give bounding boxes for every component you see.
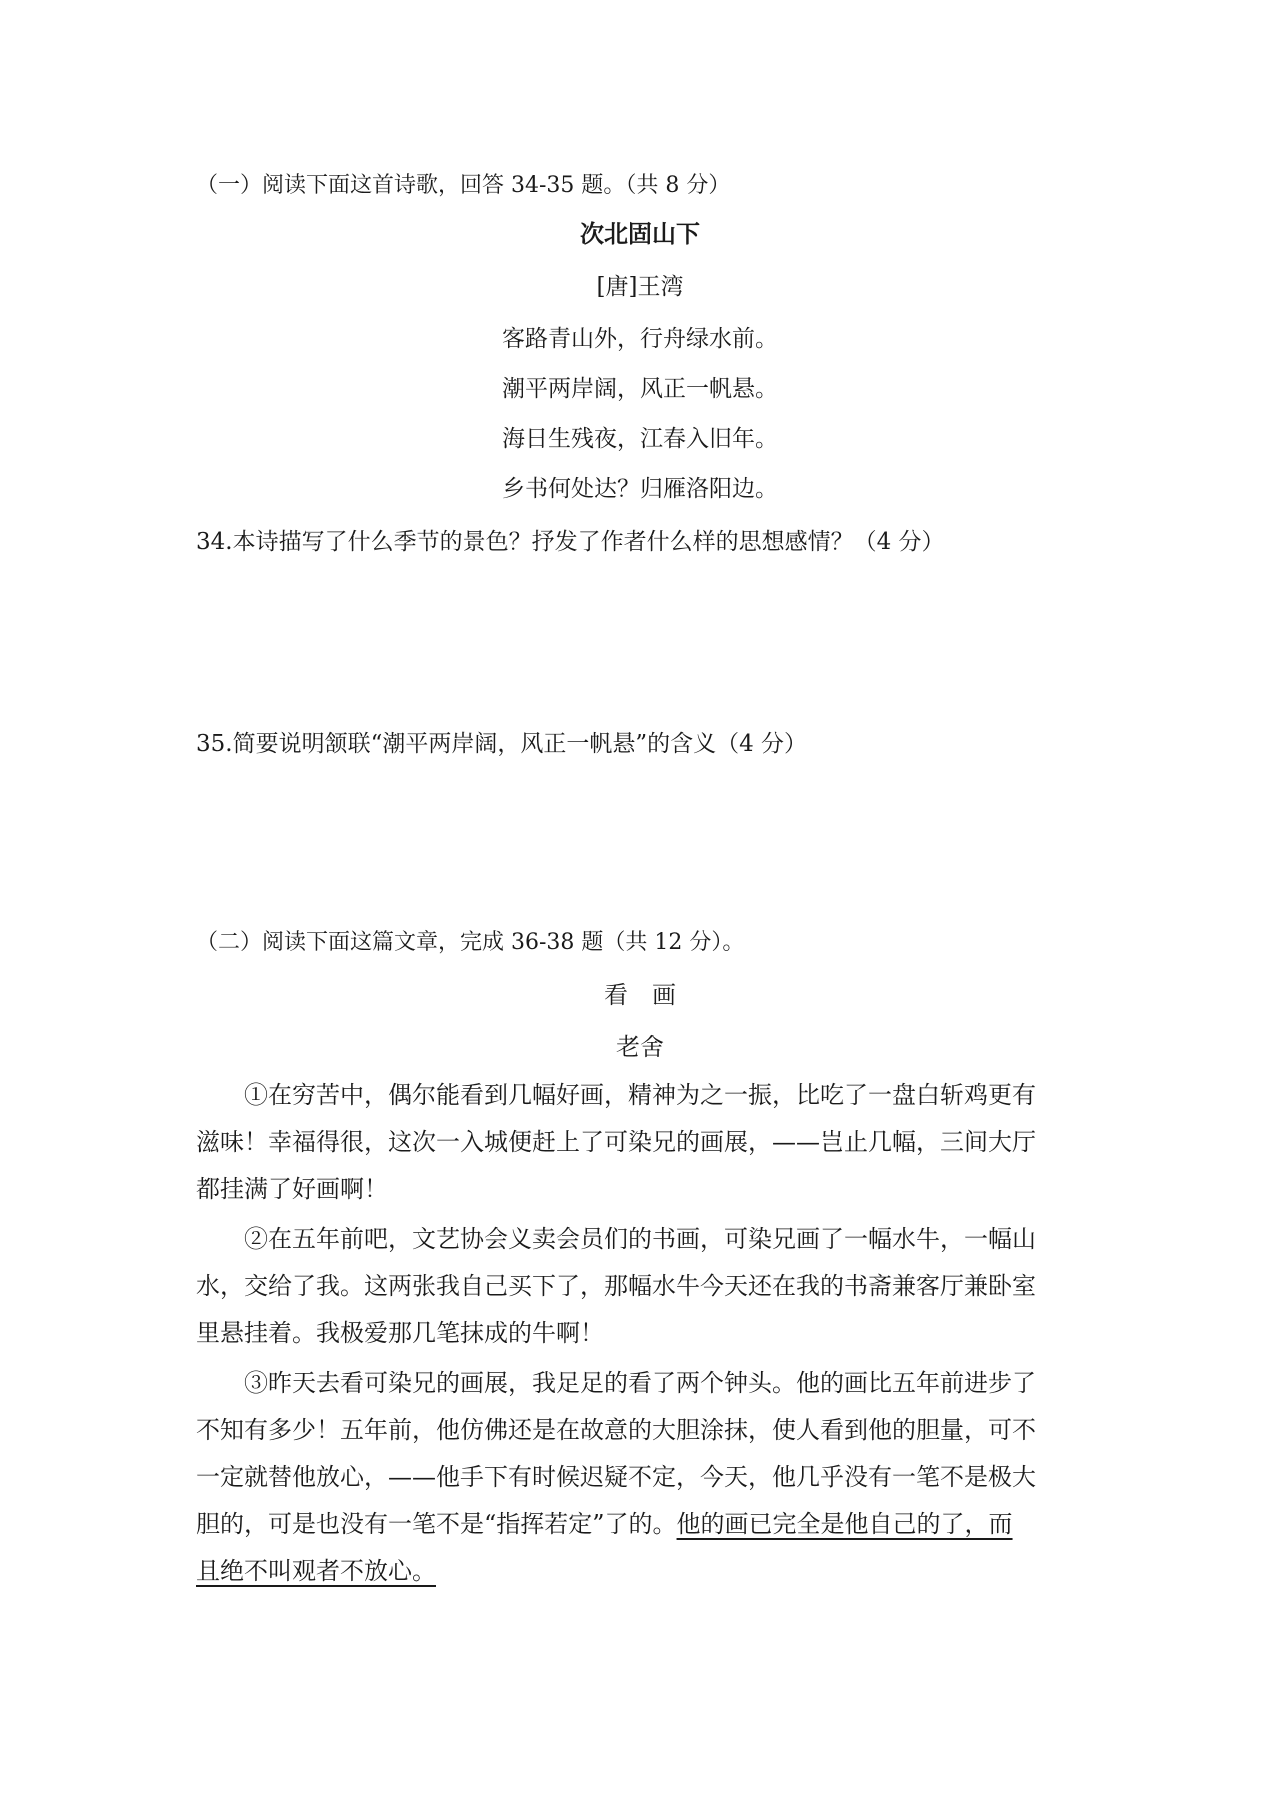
section-two-heading: （二）阅读下面这篇文章，完成 36-38 题（共 12 分）。 bbox=[196, 930, 745, 955]
paragraph-line: 水，交给了我。这两张我自己买下了，那幅水牛今天还在我的书斋兼客厅兼卧室 bbox=[196, 1272, 1036, 1300]
paragraph-line: 都挂满了好画啊！ bbox=[196, 1175, 388, 1203]
poem-line: 海日生残夜，江春入旧年。 bbox=[502, 426, 778, 452]
poem-line: 潮平两岸阔，风正一帆悬。 bbox=[502, 376, 778, 402]
poem-line: 乡书何处达？归雁洛阳边。 bbox=[502, 476, 778, 502]
poem-author: [唐]王湾 bbox=[596, 274, 684, 300]
article-title: 看 画 bbox=[604, 981, 676, 1009]
paragraph-line: 滋味！幸福得很，这次一入城便赶上了可染兄的画展，——岂止几幅，三间大厅 bbox=[196, 1128, 1036, 1156]
underlined-sentence: 他的画已完全是他自己的了，而 bbox=[676, 1510, 1013, 1538]
article-paragraph-1 bbox=[196, 1072, 1096, 1213]
article-author: 老舍 bbox=[616, 1033, 664, 1061]
question-35: 35.简要说明颔联“潮平两岸阔，风正一帆悬”的含义（4 分） bbox=[196, 731, 808, 757]
paragraph-line: 不知有多少！五年前，他仿佛还是在故意的大胆涂抹，使人看到他的胆量，可不 bbox=[196, 1416, 1036, 1444]
paragraph-line: ①在穷苦中，偶尔能看到几幅好画，精神为之一振，比吃了一盘白斩鸡更有 bbox=[244, 1081, 1036, 1109]
paragraph-line: ②在五年前吧，文艺协会义卖会员们的书画，可染兄画了一幅水牛，一幅山 bbox=[244, 1225, 1036, 1253]
article-paragraph-3 bbox=[196, 1360, 1096, 1595]
question-34: 34.本诗描写了什么季节的景色？抒发了作者什么样的思想感情？（4 分） bbox=[196, 529, 945, 555]
paragraph-line: 里悬挂着。我极爱那几笔抹成的牛啊！ bbox=[196, 1319, 604, 1347]
poem-title: 次北固山下 bbox=[580, 220, 700, 248]
paragraph-text: 胆的，可是也没有一笔不是“指挥若定”了的。 bbox=[196, 1510, 677, 1538]
underlined-sentence: 且绝不叫观者不放心。 bbox=[196, 1557, 436, 1585]
paragraph-line bbox=[196, 1501, 1096, 1548]
article-paragraph-2 bbox=[196, 1216, 1096, 1357]
paragraph-line bbox=[196, 1548, 1096, 1595]
section-one-heading: （一）阅读下面这首诗歌，回答 34-35 题。（共 8 分） bbox=[196, 173, 731, 198]
paragraph-line: 一定就替他放心，——他手下有时候迟疑不定，今天，他几乎没有一笔不是极大 bbox=[196, 1463, 1036, 1491]
poem-line: 客路青山外，行舟绿水前。 bbox=[502, 326, 778, 352]
paragraph-line: ③昨天去看可染兄的画展，我足足的看了两个钟头。他的画比五年前进步了 bbox=[244, 1369, 1036, 1397]
